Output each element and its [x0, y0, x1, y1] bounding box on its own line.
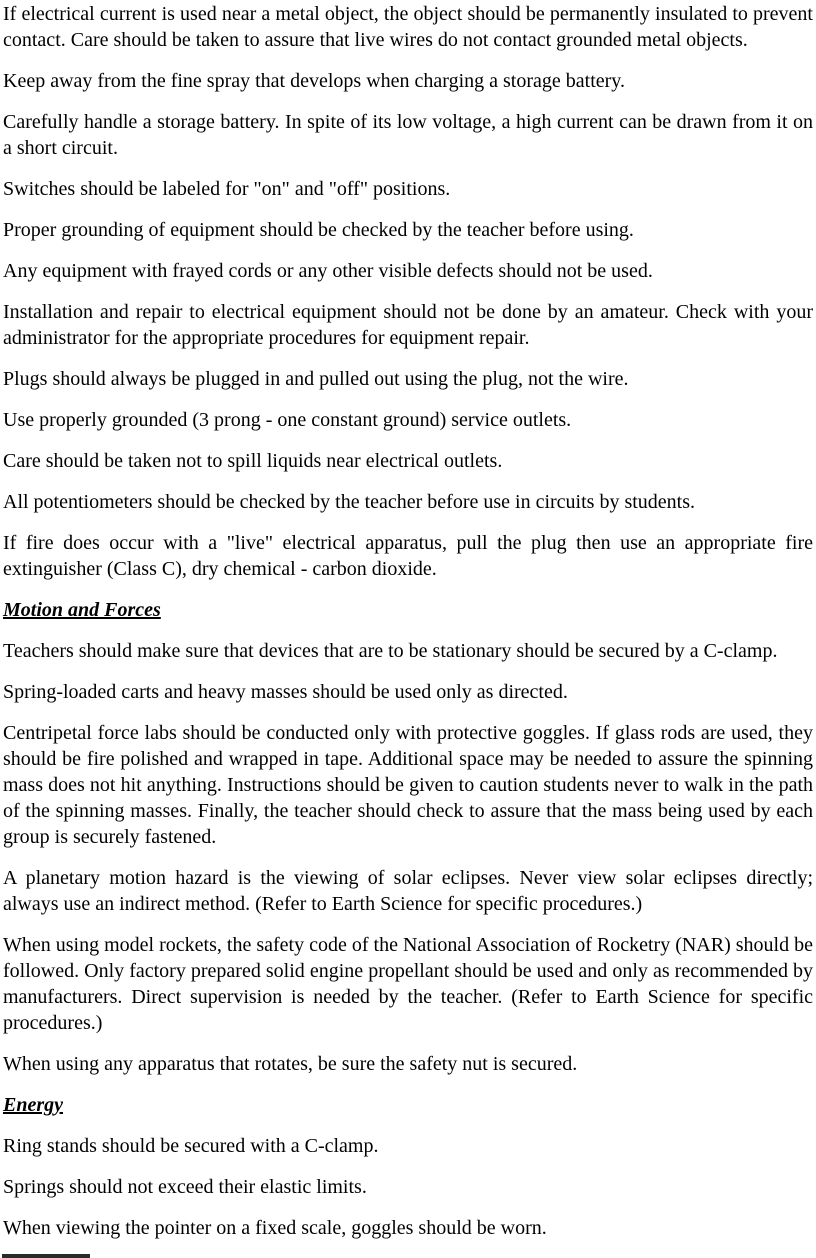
paragraph: When viewing the pointer on a fixed scale, goggles should be worn.: [3, 1217, 547, 1239]
paragraph: When using model rockets, the safety code of the National Association of Rocketry (NAR) should be followed. Only factory prepared solid engine propellant should be used and only as recommended by manufacturers. Direct supervision is needed by the teacher. (Refer to Earth Science for specific procedures.): [3, 934, 813, 1034]
paragraph: When using any apparatus that rotates, be sure the safety nut is secured.: [3, 1053, 578, 1075]
paragraph: All potentiometers should be checked by the teacher before use in circuits by students.: [3, 491, 696, 513]
paragraph: Springs should not exceed their elastic limits.: [3, 1176, 367, 1198]
paragraph: Keep away from the fine spray that develops when charging a storage battery.: [3, 70, 625, 92]
paragraph: Use properly grounded (3 prong - one constant ground) service outlets.: [3, 409, 572, 431]
paragraph: Centripetal force labs should be conducted only with protective goggles. If glass rods are used, they should be fire polished and wrapped in tape. Additional space may be needed to assure the spinning mass does not hit anything. Instructions should be given to caution students never to walk in the path of the spinning masses. Finally, the teacher should check to assure that the mass being used by each group is securely fastened.: [3, 722, 813, 848]
paragraph: Plugs should always be plugged in and pulled out using the plug, not the wire.: [3, 368, 629, 390]
paragraph: Installation and repair to electrical equipment should not be done by an amateur. Check with your administrator for the appropriate procedures for equipment repair.: [3, 301, 813, 349]
paragraph: Any equipment with frayed cords or any other visible defects should not be used.: [3, 260, 653, 282]
paragraph: Carefully handle a storage battery. In spite of its low voltage, a high current can be drawn from it on a short circuit.: [3, 111, 813, 159]
paragraph: Proper grounding of equipment should be checked by the teacher before using.: [3, 219, 634, 241]
paragraph: Switches should be labeled for "on" and "off" positions.: [3, 178, 451, 200]
cut-off-text-line: [2, 1254, 90, 1258]
paragraph: Ring stands should be secured with a C-clamp.: [3, 1135, 379, 1157]
section-heading: Motion and Forces: [3, 599, 161, 621]
document-body: [3, 1, 813, 1241]
paragraph: Care should be taken not to spill liquids near electrical outlets.: [3, 450, 503, 472]
section-heading: Energy: [3, 1094, 63, 1116]
paragraph: If electrical current is used near a metal object, the object should be permanently insulated to prevent contact. Care should be taken to assure that live wires do not contact grounded metal objects.: [3, 3, 813, 51]
paragraph: Spring-loaded carts and heavy masses should be used only as directed.: [3, 681, 568, 703]
paragraph: Teachers should make sure that devices that are to be stationary should be secured by a C-clamp.: [3, 640, 778, 662]
paragraph: If fire does occur with a "live" electrical apparatus, pull the plug then use an appropriate fire extinguisher (Class C), dry chemical - carbon dioxide.: [3, 532, 813, 580]
paragraph: A planetary motion hazard is the viewing of solar eclipses. Never view solar eclipses directly; always use an indirect method. (Refer to Earth Science for specific procedures.): [3, 867, 813, 915]
